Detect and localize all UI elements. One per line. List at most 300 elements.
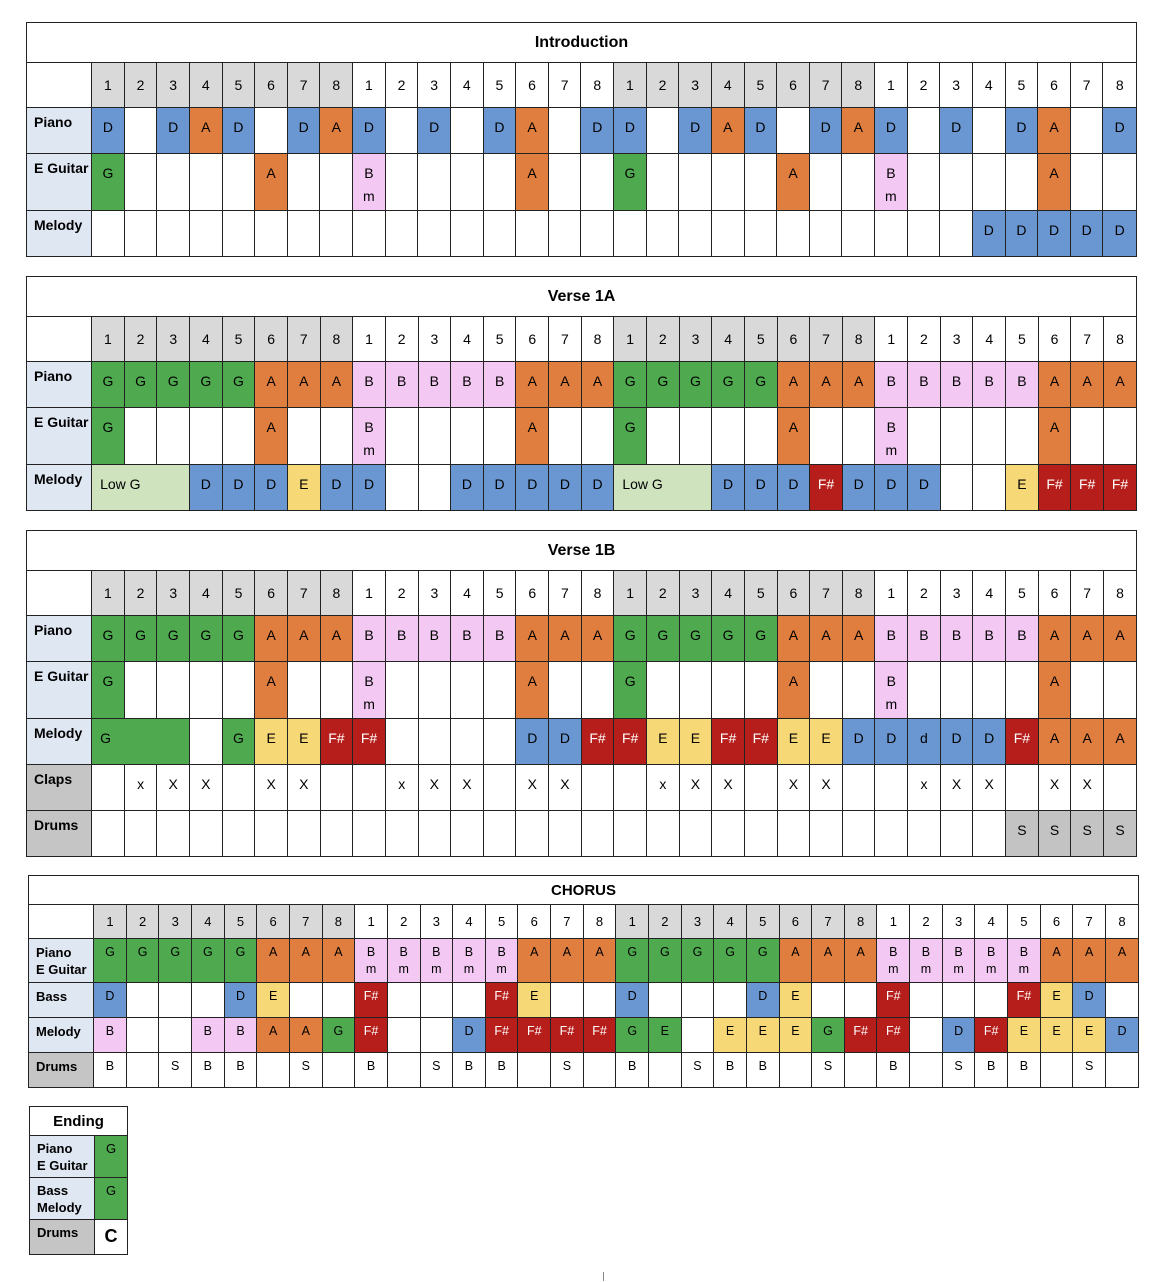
note-cell: B	[908, 362, 941, 408]
note-cell	[810, 408, 843, 465]
note-cell: B	[451, 616, 484, 662]
note-cell	[551, 983, 584, 1018]
note-cell: D	[549, 465, 582, 511]
note-cell: Low G	[92, 465, 190, 511]
note-cell	[92, 211, 125, 257]
note-cell: F#	[581, 719, 614, 765]
note-cell: S	[420, 1053, 453, 1088]
instrument-row	[29, 939, 1139, 983]
beat-number: 1	[875, 317, 908, 362]
beat-number: 4	[189, 63, 222, 108]
note-cell: C	[95, 1220, 128, 1255]
note-cell: D	[940, 719, 973, 765]
beat-number: 6	[255, 317, 288, 362]
note-cell: F#	[1071, 465, 1104, 511]
note-cell: G	[614, 662, 647, 719]
beat-number: 7	[809, 63, 842, 108]
beat-number: 7	[551, 905, 584, 939]
note-cell: A	[287, 362, 320, 408]
note-cell: G	[746, 939, 779, 983]
note-cell: A	[257, 939, 290, 983]
beat-number: 1	[94, 905, 127, 939]
note-cell: G	[190, 362, 223, 408]
beat-number: 8	[322, 905, 355, 939]
note-cell	[516, 211, 549, 257]
note-cell: Low G	[614, 465, 712, 511]
instrument-row	[27, 154, 1137, 211]
beat-number: 4	[712, 317, 745, 362]
note-cell	[549, 662, 582, 719]
note-cell	[483, 154, 516, 211]
note-cell	[1103, 662, 1136, 719]
note-cell	[287, 811, 320, 857]
note-cell: G	[222, 362, 255, 408]
beat-number: 4	[711, 63, 744, 108]
note-cell	[973, 465, 1006, 511]
note-cell: E	[287, 465, 320, 511]
note-cell: D	[908, 465, 941, 511]
note-cell: E	[810, 719, 843, 765]
note-cell: G	[157, 362, 190, 408]
instrument-label: Claps	[27, 765, 92, 811]
note-cell: A	[255, 616, 288, 662]
note-cell	[812, 983, 845, 1018]
note-cell: X	[940, 765, 973, 811]
note-cell: D	[222, 108, 255, 154]
note-cell: S	[942, 1053, 975, 1088]
note-cell	[973, 408, 1006, 465]
note-cell	[157, 811, 190, 857]
note-cell	[714, 983, 747, 1018]
note-cell: A	[255, 154, 288, 211]
note-cell: G	[744, 616, 777, 662]
note-cell	[810, 811, 843, 857]
note-cell: B m	[942, 939, 975, 983]
instrument-row	[27, 108, 1137, 154]
beat-number: 6	[255, 63, 288, 108]
note-cell: A	[516, 108, 549, 154]
instrument-row	[29, 1053, 1139, 1088]
page-divider-tick	[603, 1272, 604, 1281]
note-cell: A	[1103, 616, 1136, 662]
note-cell: B	[875, 616, 908, 662]
note-cell: X	[1038, 765, 1071, 811]
note-cell: E	[1040, 983, 1073, 1018]
note-cell: D	[1073, 983, 1106, 1018]
beat-number: 5	[744, 571, 777, 616]
note-cell: A	[777, 662, 810, 719]
beat-number: 5	[222, 317, 255, 362]
note-cell	[583, 1053, 616, 1088]
section-title-row	[27, 23, 1137, 63]
beat-number: 8	[581, 63, 614, 108]
note-cell	[385, 154, 418, 211]
note-cell	[420, 983, 453, 1018]
note-cell	[387, 1053, 420, 1088]
note-cell	[744, 811, 777, 857]
note-cell: F#	[1103, 465, 1136, 511]
note-cell: G	[159, 939, 192, 983]
note-cell: A	[320, 362, 353, 408]
note-cell: E	[679, 719, 712, 765]
instrument-row	[27, 811, 1137, 857]
beat-number: 1	[92, 63, 125, 108]
note-cell	[385, 719, 418, 765]
beat-number: 1	[353, 63, 386, 108]
note-cell	[257, 1053, 290, 1088]
note-cell: B m	[387, 939, 420, 983]
note-cell	[581, 662, 614, 719]
note-cell: B	[353, 362, 386, 408]
note-cell: A	[1105, 939, 1138, 983]
instrument-row	[27, 408, 1137, 465]
note-cell	[92, 811, 125, 857]
note-cell	[809, 211, 842, 257]
section-title: CHORUS	[29, 876, 1139, 905]
note-cell: A	[1103, 362, 1136, 408]
note-cell: F#	[1008, 983, 1041, 1018]
beat-number: 2	[910, 905, 943, 939]
note-cell: B	[94, 1018, 127, 1053]
beat-number: 1	[877, 905, 910, 939]
note-cell: F#	[485, 1018, 518, 1053]
note-cell: D	[842, 719, 875, 765]
note-cell: G	[744, 362, 777, 408]
note-cell: D	[224, 983, 257, 1018]
note-cell	[287, 408, 320, 465]
beat-number: 5	[224, 905, 257, 939]
note-cell	[842, 765, 875, 811]
note-cell	[940, 408, 973, 465]
note-cell	[385, 662, 418, 719]
beat-number: 6	[1038, 571, 1071, 616]
note-cell	[385, 811, 418, 857]
note-cell: A	[1071, 362, 1104, 408]
note-cell: x	[124, 765, 157, 811]
note-cell	[744, 765, 777, 811]
note-cell	[712, 811, 745, 857]
beat-number: 4	[972, 63, 1005, 108]
note-cell	[192, 983, 225, 1018]
note-cell: A	[581, 362, 614, 408]
note-cell	[907, 154, 940, 211]
beat-number: 2	[908, 571, 941, 616]
beat-number: 1	[616, 905, 649, 939]
note-cell	[1006, 662, 1039, 719]
beat-number: 5	[746, 905, 779, 939]
note-cell	[222, 408, 255, 465]
beat-number: 3	[940, 571, 973, 616]
note-cell	[1040, 1053, 1073, 1088]
note-cell: G	[616, 1018, 649, 1053]
note-cell	[353, 211, 386, 257]
note-cell: F#	[1006, 719, 1039, 765]
section-title: Ending	[30, 1107, 128, 1136]
note-cell: A	[1038, 408, 1071, 465]
beat-number: 6	[516, 317, 549, 362]
note-cell	[581, 811, 614, 857]
note-cell: B m	[875, 154, 908, 211]
note-cell: D	[712, 465, 745, 511]
note-cell: G	[614, 154, 647, 211]
note-cell	[222, 154, 255, 211]
section-title: Introduction	[27, 23, 1137, 63]
beat-number: 1	[875, 571, 908, 616]
note-cell	[1071, 662, 1104, 719]
note-cell: S	[289, 1053, 322, 1088]
note-cell: A	[516, 362, 549, 408]
note-cell: D	[746, 983, 779, 1018]
note-cell: A	[551, 939, 584, 983]
beat-number: 1	[353, 317, 386, 362]
beat-row-label	[27, 317, 92, 362]
note-cell: G	[94, 939, 127, 983]
section-title: Verse 1B	[27, 531, 1137, 571]
beat-number: 2	[649, 905, 682, 939]
note-cell: G	[616, 939, 649, 983]
note-cell: B m	[877, 939, 910, 983]
note-cell	[711, 211, 744, 257]
note-cell: X	[255, 765, 288, 811]
beat-number: 3	[420, 905, 453, 939]
note-cell	[418, 154, 451, 211]
note-cell	[190, 811, 223, 857]
note-cell: D	[679, 108, 712, 154]
note-cell	[646, 108, 679, 154]
beat-number: 7	[1070, 63, 1103, 108]
note-cell	[255, 108, 288, 154]
note-cell: E	[1040, 1018, 1073, 1053]
beat-number-row	[29, 905, 1139, 939]
instrument-row	[27, 719, 1137, 765]
section-introduction	[26, 22, 1137, 257]
beat-number: 3	[679, 63, 712, 108]
note-cell: A	[810, 616, 843, 662]
note-cell	[190, 719, 223, 765]
note-cell: G	[157, 616, 190, 662]
note-cell: D	[451, 465, 484, 511]
section-chorus	[28, 875, 1139, 1088]
note-cell: X	[973, 765, 1006, 811]
beat-number: 6	[1040, 905, 1073, 939]
beat-number: 4	[192, 905, 225, 939]
note-cell: D	[875, 719, 908, 765]
note-cell	[744, 662, 777, 719]
beat-number: 6	[255, 571, 288, 616]
note-cell: E	[1073, 1018, 1106, 1053]
beat-number: 2	[647, 317, 680, 362]
note-cell: X	[157, 765, 190, 811]
note-cell	[385, 408, 418, 465]
note-cell	[581, 765, 614, 811]
note-cell: D	[453, 1018, 486, 1053]
note-cell	[842, 154, 875, 211]
instrument-row	[27, 662, 1137, 719]
note-cell	[1103, 765, 1136, 811]
instrument-row	[27, 211, 1137, 257]
instrument-row	[30, 1178, 128, 1220]
note-cell	[649, 983, 682, 1018]
note-cell	[875, 811, 908, 857]
note-cell: A	[257, 1018, 290, 1053]
note-cell	[875, 211, 908, 257]
note-cell	[910, 1018, 943, 1053]
note-cell: D	[1038, 211, 1071, 257]
note-cell	[844, 983, 877, 1018]
note-cell	[450, 154, 483, 211]
note-cell	[124, 662, 157, 719]
beat-number: 7	[287, 571, 320, 616]
note-cell: G	[95, 1136, 128, 1178]
note-cell: S	[1006, 811, 1039, 857]
instrument-label: Piano	[27, 616, 92, 662]
note-cell	[353, 811, 386, 857]
note-cell: B m	[355, 939, 388, 983]
note-cell: S	[159, 1053, 192, 1088]
note-cell: B	[908, 616, 941, 662]
note-cell: X	[679, 765, 712, 811]
note-cell	[940, 154, 973, 211]
note-cell: G	[712, 616, 745, 662]
note-cell: G	[92, 662, 125, 719]
note-cell	[711, 154, 744, 211]
note-cell: D	[483, 465, 516, 511]
instrument-label: E Guitar	[27, 154, 92, 211]
note-cell	[451, 662, 484, 719]
section-title-row	[30, 1107, 128, 1136]
note-cell	[908, 811, 941, 857]
note-cell: B	[94, 1053, 127, 1088]
note-cell: D	[157, 108, 190, 154]
note-cell: G	[222, 616, 255, 662]
note-cell	[453, 983, 486, 1018]
beat-number: 6	[1038, 63, 1071, 108]
note-cell: A	[812, 939, 845, 983]
note-cell: D	[287, 108, 320, 154]
instrument-row	[30, 1220, 128, 1255]
note-cell: A	[711, 108, 744, 154]
beat-number: 5	[222, 63, 255, 108]
note-cell	[320, 211, 353, 257]
instrument-label: Melody	[27, 465, 92, 511]
beat-number: 4	[190, 571, 223, 616]
instrument-label: Piano E Guitar	[29, 939, 94, 983]
note-cell: F#	[485, 983, 518, 1018]
note-cell	[712, 408, 745, 465]
note-cell: A	[842, 616, 875, 662]
note-cell: D	[1070, 211, 1103, 257]
instrument-row	[27, 616, 1137, 662]
note-cell: A	[1038, 154, 1071, 211]
note-cell	[322, 983, 355, 1018]
note-cell: A	[549, 362, 582, 408]
note-cell: B	[453, 1053, 486, 1088]
note-cell	[289, 983, 322, 1018]
note-cell	[647, 811, 680, 857]
note-cell	[255, 211, 288, 257]
note-cell: B	[385, 616, 418, 662]
note-cell: A	[1071, 616, 1104, 662]
instrument-label: Melody	[29, 1018, 94, 1053]
note-cell: E	[257, 983, 290, 1018]
instrument-row	[29, 983, 1139, 1018]
note-cell: B	[940, 362, 973, 408]
note-cell	[908, 408, 941, 465]
section-title-row	[27, 277, 1137, 317]
note-cell: F#	[1038, 465, 1071, 511]
note-cell	[157, 211, 190, 257]
beat-number: 6	[777, 63, 810, 108]
note-cell: E	[746, 1018, 779, 1053]
note-cell: D	[777, 465, 810, 511]
note-cell: G	[614, 616, 647, 662]
note-cell: B m	[420, 939, 453, 983]
beat-number: 7	[1071, 317, 1104, 362]
note-cell: S	[812, 1053, 845, 1088]
note-cell: D	[353, 465, 386, 511]
note-cell	[744, 154, 777, 211]
instrument-row	[27, 362, 1137, 408]
note-cell	[679, 408, 712, 465]
note-cell: E	[779, 1018, 812, 1053]
note-cell	[189, 211, 222, 257]
beat-number: 8	[1103, 317, 1136, 362]
note-cell	[124, 408, 157, 465]
note-cell: X	[451, 765, 484, 811]
note-cell: S	[1071, 811, 1104, 857]
note-cell	[973, 811, 1006, 857]
note-cell	[418, 662, 451, 719]
note-cell: X	[418, 765, 451, 811]
beat-number: 8	[842, 571, 875, 616]
note-cell	[681, 1018, 714, 1053]
note-cell	[222, 662, 255, 719]
beat-number: 2	[124, 63, 157, 108]
note-cell	[1006, 765, 1039, 811]
note-cell: A	[1038, 108, 1071, 154]
note-cell	[940, 211, 973, 257]
note-cell	[1103, 154, 1137, 211]
note-cell	[810, 662, 843, 719]
instrument-label: Piano	[27, 108, 92, 154]
beat-number: 7	[549, 317, 582, 362]
note-cell	[287, 662, 320, 719]
note-cell: E	[649, 1018, 682, 1053]
note-cell	[157, 154, 190, 211]
note-cell: A	[320, 616, 353, 662]
note-cell: S	[1038, 811, 1071, 857]
note-cell: D	[1105, 1018, 1138, 1053]
beat-number: 5	[222, 571, 255, 616]
beat-number: 1	[614, 317, 647, 362]
note-cell: D	[972, 211, 1005, 257]
beat-number: 3	[157, 63, 190, 108]
note-cell: G	[679, 362, 712, 408]
beat-number: 3	[681, 905, 714, 939]
beat-number: 3	[679, 317, 712, 362]
note-cell: G	[95, 1178, 128, 1220]
note-cell: D	[190, 465, 223, 511]
note-cell	[712, 662, 745, 719]
beat-number: 1	[614, 63, 647, 108]
beat-number: 3	[940, 63, 973, 108]
note-cell: D	[222, 465, 255, 511]
section-verse-1b	[26, 530, 1137, 857]
note-cell	[649, 1053, 682, 1088]
note-cell	[581, 408, 614, 465]
beat-number-row	[27, 63, 1137, 108]
note-cell: D	[483, 108, 516, 154]
